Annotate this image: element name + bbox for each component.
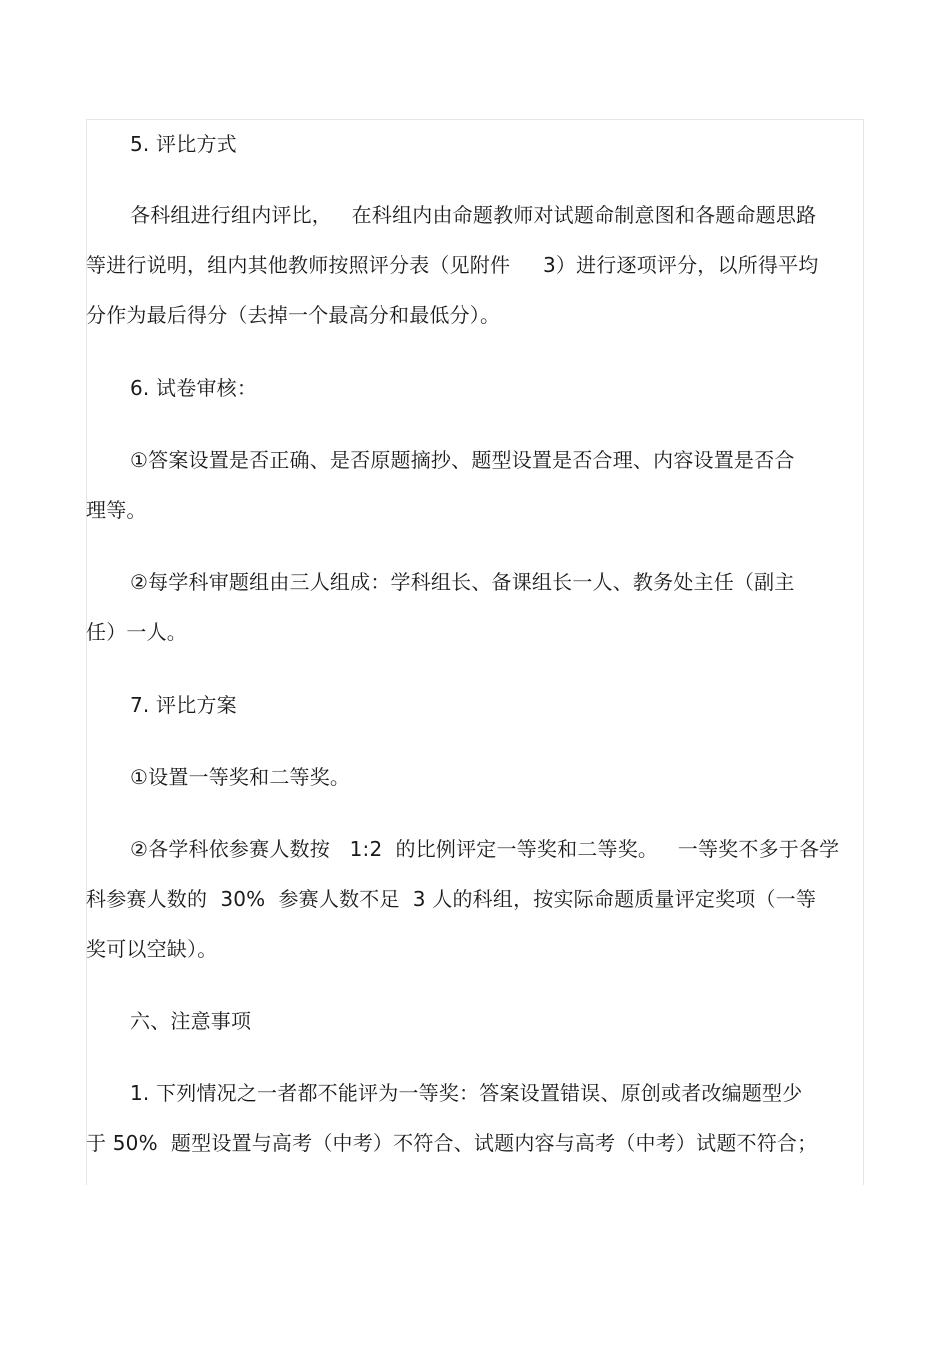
paragraph-line: 奖可以空缺）。: [86, 937, 218, 961]
section-heading-6: 6. 试卷审核：: [130, 376, 258, 400]
paragraph-line: ①答案设置是否正确、是否原题摘抄、题型设置是否合理、内容设置是否合: [130, 448, 795, 472]
paragraph-line: 分作为最后得分（去掉一个最高分和最低分）。: [86, 303, 501, 327]
paragraph-line: ①设置一等奖和二等奖。: [130, 765, 351, 789]
paragraph-line: 任）一人。: [86, 620, 187, 644]
paragraph-line: 各科组进行组内评比， 在科组内由命题教师对试题命制意图和各题命题思路: [130, 203, 817, 227]
section-heading-5: 5. 评比方式: [130, 132, 237, 156]
paragraph-line: 等进行说明，组内其他教师按照评分表（见附件 3）进行逐项评分，以所得平均: [86, 253, 819, 277]
section-heading-six: 六、注意事项: [130, 1009, 252, 1033]
paragraph-line: 1. 下列情况之一者都不能评为一等奖：答案设置错误、原创或者改编题型少: [130, 1081, 803, 1105]
paragraph-line: 科参赛人数的 30% 参赛人数不足 3 人的科组，按实际命题质量评定奖项（一等: [86, 887, 817, 911]
paragraph-line: 于 50% 题型设置与高考（中考）不符合、试题内容与高考（中考）试题不符合；: [86, 1131, 818, 1155]
paragraph-line: ②每学科审题组由三人组成：学科组长、备课组长一人、教务处主任（副主: [130, 570, 795, 594]
section-heading-7: 7. 评比方案: [130, 693, 237, 717]
paragraph-line: ②各学科依参赛人数按 1:2 的比例评定一等奖和二等奖。 一等奖不多于各学: [130, 837, 840, 861]
paragraph-line: 理等。: [86, 498, 147, 522]
